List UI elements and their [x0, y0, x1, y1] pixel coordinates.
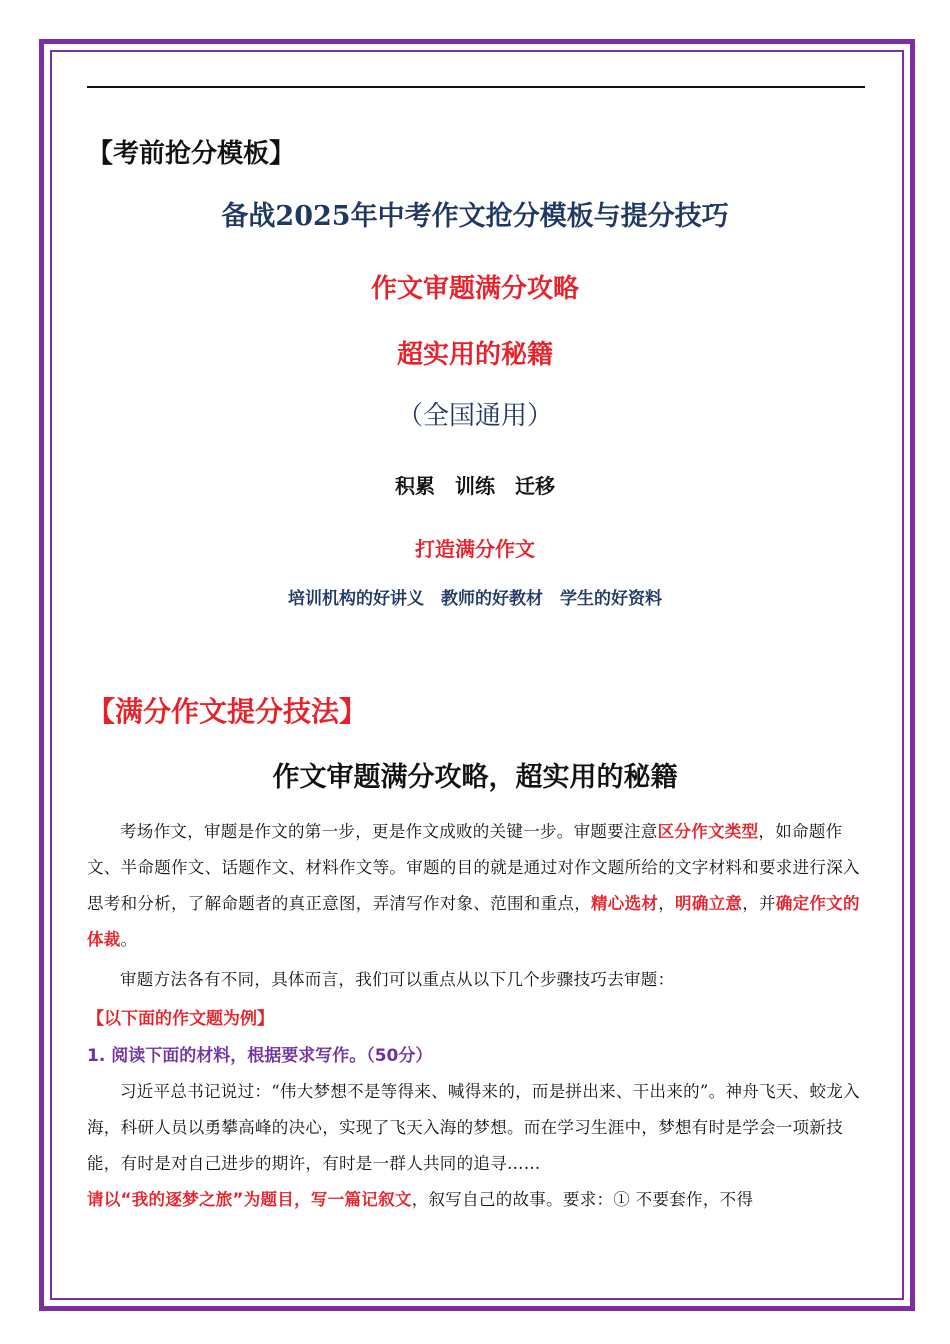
method-paragraph	[87, 962, 867, 998]
requirement-line	[87, 1182, 867, 1218]
header-rule	[87, 86, 865, 88]
highlight-genre: 确定作文的体裁	[87, 894, 860, 949]
template-tag: 【考前抢分模板】	[87, 139, 296, 169]
intro-paragraph	[87, 814, 867, 958]
highlight-material: 精心选材	[591, 894, 659, 913]
highlight-type: 区分作文类型	[657, 822, 759, 841]
intro-text: ，	[658, 894, 676, 913]
slogan: 打造满分作文	[415, 537, 535, 561]
subtitle-strategy: 作文审题满分攻略	[370, 274, 579, 304]
material-text: 习近平总书记说过：“伟大梦想不是等得来、喊得来的，而是拼出来、干出来的”。神舟飞天、蛟龙入海，科研人员以勇攀高峰的决心，实现了飞天入海的梦想。而在学习生涯中，梦想有时是学会一项新技能，有时是对自己进步的期许，有时是一群人共同的追寻……	[87, 1082, 860, 1173]
intro-text: ，并	[742, 894, 776, 913]
intro-text: 。	[120, 930, 138, 949]
scope-label: （全国通用）	[396, 401, 553, 431]
example-tag: 【以下面的作文题为例】	[87, 1009, 274, 1029]
material-paragraph	[87, 1074, 867, 1182]
subtitle-secrets: 超实用的秘籍	[396, 340, 553, 370]
intro-text: ，如命题作文、半命题作文、话题作文、材料作文等。审题的目的就是通过对作文题所给的文字材料和要求进行深入思考和分析，了解命题者的真正意图，弄清写作对象、范围和重点，	[87, 822, 860, 913]
section-title: 作文审题满分攻略，超实用的秘籍	[272, 762, 678, 793]
intro-text: 考场作文，审题是作文的第一步，更是作文成败的关键一步。审题要注意	[120, 822, 658, 841]
keywords: 积累 训练 迁移	[395, 474, 555, 498]
question-heading: 1. 阅读下面的材料，根据要求写作。（50分）	[87, 1046, 433, 1066]
highlight-theme: 明确立意	[675, 894, 743, 913]
method-text: 审题方法各有不同，具体而言，我们可以重点从以下几个步骤技巧去审题：	[120, 970, 675, 989]
audience-line: 培训机构的好讲义 教师的好教材 学生的好资料	[288, 589, 662, 609]
main-title: 备战2025年中考作文抢分模板与提分技巧	[221, 201, 729, 232]
section-tag: 【满分作文提分技法】	[87, 695, 368, 728]
requirement-title: 请以“我的逐梦之旅”为题目，写一篇记叙文	[87, 1190, 412, 1209]
requirement-text: ，叙写自己的故事。要求：① 不要套作，不得	[411, 1190, 754, 1209]
